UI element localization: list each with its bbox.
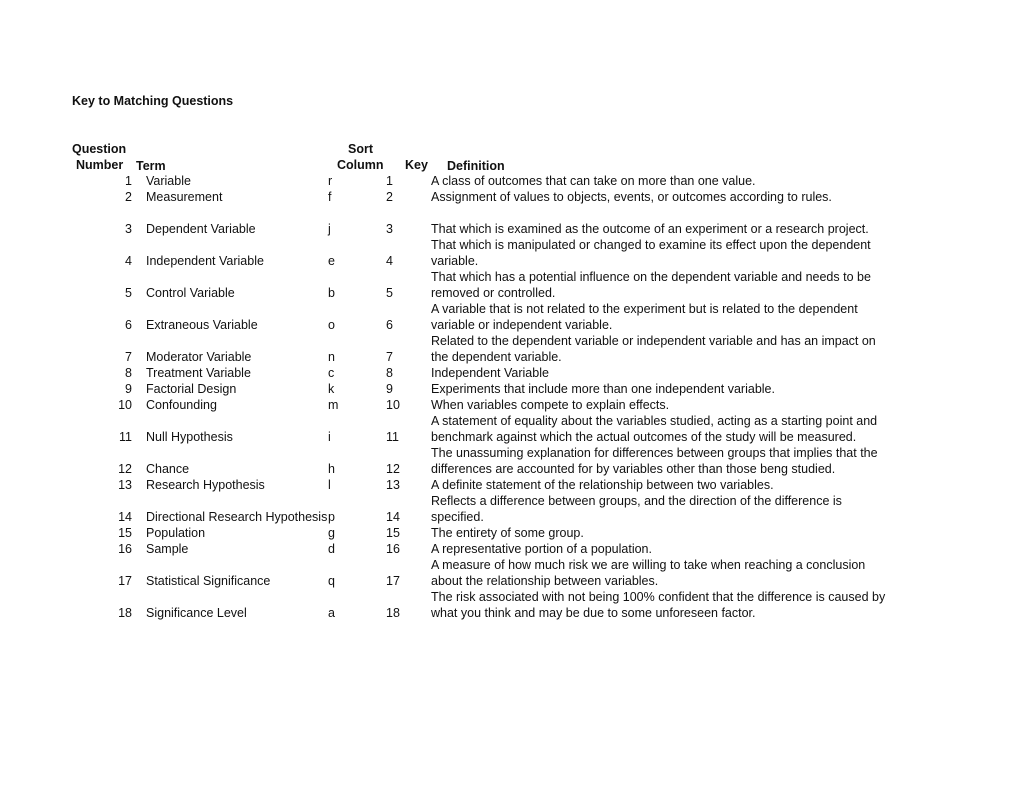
sort-column: r [328, 174, 333, 188]
question-number: 14 [118, 510, 132, 524]
term: Sample [146, 542, 189, 556]
key: 15 [386, 526, 400, 540]
key: 4 [386, 254, 393, 268]
question-number: 11 [119, 430, 132, 444]
question-number: 18 [118, 606, 132, 620]
sort-column: c [328, 366, 335, 380]
table-row [0, 333, 1024, 365]
header-sort-line2: Column [337, 158, 384, 172]
question-number: 9 [125, 382, 132, 396]
sort-column: a [328, 606, 335, 620]
sort-column: b [328, 286, 335, 300]
question-number: 13 [118, 478, 132, 492]
key: 17 [386, 574, 400, 588]
term: Dependent Variable [146, 222, 256, 236]
sort-column: q [328, 574, 335, 588]
header-question-line1: Question [72, 142, 127, 156]
table-row [0, 525, 1024, 541]
question-number: 15 [118, 526, 132, 540]
question-number: 7 [125, 350, 132, 364]
table-row [0, 493, 1024, 525]
key: 18 [386, 606, 400, 620]
definition: A class of outcomes that can take on more than one value. [431, 174, 756, 188]
definition: When variables compete to explain effects. [431, 398, 670, 412]
question-number: 2 [125, 190, 132, 204]
definition: Independent Variable [431, 366, 549, 380]
key: 12 [386, 462, 400, 476]
definition: The risk associated with not being 100% confident that the difference is caused by what you think and may be due to some unforeseen factor. [431, 590, 886, 620]
row-spacer [0, 205, 1024, 221]
table-row [0, 381, 1024, 397]
question-number: 4 [125, 254, 132, 268]
definition: The unassuming explanation for differences between groups that implies that the differences are accounted for by variables other than those beng studied. [431, 446, 878, 476]
question-number: 16 [118, 542, 132, 556]
key: 14 [386, 510, 400, 524]
definition: That which is manipulated or changed to examine its effect upon the dependent variable. [431, 238, 871, 268]
question-number: 8 [125, 366, 132, 380]
key: 9 [386, 382, 393, 396]
question-number: 6 [125, 318, 132, 332]
term: Treatment Variable [146, 366, 251, 380]
header-key: Key [405, 158, 428, 172]
table-row [0, 477, 1024, 493]
table-row [0, 221, 1024, 237]
term: Control Variable [146, 286, 235, 300]
question-number: 17 [118, 574, 132, 588]
term: Extraneous Variable [146, 318, 258, 332]
definition: A statement of equality about the variables studied, acting as a starting point and benchmark against which the actual outcomes of the study will be measured. [431, 414, 878, 444]
sort-column: e [328, 254, 335, 268]
table-row [0, 397, 1024, 413]
header-term: Term [136, 159, 166, 173]
question-number: 1 [125, 174, 132, 188]
matching-table [0, 173, 1024, 621]
term: Measurement [146, 190, 223, 204]
key: 3 [386, 222, 393, 236]
page-title: Key to Matching Questions [72, 94, 234, 108]
definition: A definite statement of the relationship between two variables. [431, 478, 774, 492]
definition: A variable that is not related to the experiment but is related to the dependent variable or independent variable. [431, 302, 858, 332]
term: Independent Variable [146, 254, 264, 268]
sort-column: l [328, 478, 331, 492]
table-row [0, 301, 1024, 333]
sort-column: i [328, 430, 331, 444]
question-number: 3 [125, 222, 132, 236]
key: 1 [386, 174, 393, 188]
key: 8 [386, 366, 393, 380]
term: Confounding [146, 398, 217, 412]
sort-column: o [328, 318, 335, 332]
term: Chance [146, 462, 190, 476]
definition: A measure of how much risk we are willing to take when reaching a conclusion about the relationship between variables. [431, 558, 866, 588]
term: Research Hypothesis [146, 478, 265, 492]
header-question-line2: Number [76, 158, 124, 172]
table-row [0, 413, 1024, 445]
term: Directional Research Hypothesis [146, 510, 328, 524]
definition: The entirety of some group. [431, 526, 584, 540]
definition: That which has a potential influence on the dependent variable and needs to be removed or controlled. [431, 270, 871, 300]
table-row [0, 173, 1024, 189]
sort-column: f [328, 190, 332, 204]
term: Population [146, 526, 206, 540]
key: 2 [386, 190, 393, 204]
key: 5 [386, 286, 393, 300]
sort-column: k [328, 382, 335, 396]
sort-column: n [328, 350, 335, 364]
definition: Related to the dependent variable or independent variable and has an impact on the dependent variable. [431, 334, 876, 364]
term: Moderator Variable [146, 350, 252, 364]
table-row [0, 445, 1024, 477]
definition: A representative portion of a population. [431, 542, 652, 556]
key: 13 [386, 478, 400, 492]
term: Statistical Significance [146, 574, 271, 588]
definition: Experiments that include more than one independent variable. [431, 382, 775, 396]
question-number: 10 [118, 398, 132, 412]
sort-column: h [328, 462, 335, 476]
question-number: 12 [118, 462, 132, 476]
sort-column: g [328, 526, 335, 540]
sort-column: p [328, 510, 335, 524]
term: Null Hypothesis [146, 430, 233, 444]
term: Variable [146, 174, 191, 188]
sort-column: j [328, 222, 331, 236]
question-number: 5 [125, 286, 132, 300]
header-sort-line1: Sort [348, 142, 373, 156]
key: 7 [386, 350, 393, 364]
table-row [0, 365, 1024, 381]
key: 10 [386, 398, 400, 412]
table-row [0, 541, 1024, 557]
key: 11 [386, 430, 399, 444]
table-row [0, 189, 1024, 205]
table-row [0, 589, 1024, 621]
definition: Reflects a difference between groups, and the direction of the difference is specified. [431, 494, 842, 524]
definition: That which is examined as the outcome of an experiment or a research project. [431, 222, 869, 236]
key: 6 [386, 318, 393, 332]
header-definition: Definition [447, 159, 505, 173]
term: Factorial Design [146, 382, 237, 396]
sort-column: d [328, 542, 335, 556]
table-row [0, 237, 1024, 269]
table-row [0, 557, 1024, 589]
term: Significance Level [146, 606, 247, 620]
definition: Assignment of values to objects, events, or outcomes according to rules. [431, 190, 832, 204]
sort-column: m [328, 398, 339, 412]
key: 16 [386, 542, 400, 556]
table-row [0, 269, 1024, 301]
